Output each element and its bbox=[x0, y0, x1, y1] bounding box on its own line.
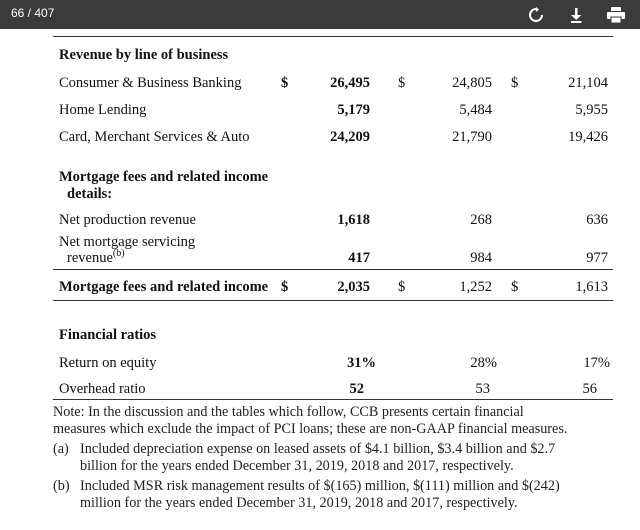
row-label-card-merchant-auto: Card, Merchant Services & Auto bbox=[59, 129, 250, 145]
page-indicator: 66 / 407 bbox=[11, 6, 55, 20]
cell-home-lending-2019: 5,179 bbox=[337, 102, 370, 118]
mortgage-heading-line2: details: bbox=[67, 186, 113, 202]
total-currency-2019: $ bbox=[281, 279, 289, 295]
row-label-net-servicing-line2 bbox=[67, 249, 125, 267]
total-currency-2017: $ bbox=[511, 279, 519, 295]
net-servicing-label-text: revenue bbox=[67, 250, 113, 266]
row-label-net-production: Net production revenue bbox=[59, 212, 196, 228]
print-icon[interactable] bbox=[605, 4, 627, 26]
cell-card-2018: 21,790 bbox=[452, 129, 492, 145]
mortgage-heading-line1: Mortgage fees and related income bbox=[59, 169, 269, 185]
cell-consumer-2019: 26,495 bbox=[330, 75, 370, 91]
row-label-return-on-equity: Return on equity bbox=[59, 355, 157, 371]
currency-2019: $ bbox=[281, 75, 289, 91]
row-label-net-servicing-line1: Net mortgage servicing bbox=[59, 234, 196, 250]
footnote-a-line-2: billion for the years ended December 31, 2019, 2018 and 2017, respectively. bbox=[80, 458, 514, 474]
cell-net-servicing-2018: 984 bbox=[470, 250, 492, 266]
cell-roe-2019: 31% bbox=[347, 355, 376, 371]
footnote-b-marker: (b) bbox=[53, 478, 70, 494]
currency-2017: $ bbox=[511, 75, 519, 91]
ratios-heading: Financial ratios bbox=[59, 327, 157, 343]
total-currency-2018: $ bbox=[398, 279, 406, 295]
note-line-2: measures which exclude the impact of PCI loans; these are non-GAAP financial measures. bbox=[53, 421, 568, 437]
cell-consumer-2017: 21,104 bbox=[568, 75, 608, 91]
footnote-a-line-1: Included depreciation expense on leased assets of $4.1 billion, $3.4 billion and $2.7 bbox=[80, 441, 556, 457]
total-top-rule bbox=[53, 269, 613, 270]
cell-mortgage-total-2018: 1,252 bbox=[459, 279, 492, 295]
cell-card-2019: 24,209 bbox=[330, 129, 370, 145]
footnote-b-line-1: Included MSR risk management results of $(165) million, $(111) million and $(242) bbox=[80, 478, 560, 494]
cell-roe-2018: 28% bbox=[470, 355, 497, 371]
cell-overhead-2019: 52 bbox=[349, 381, 364, 397]
cell-net-servicing-2017: 977 bbox=[586, 250, 608, 266]
footnote-b-line-2: million for the years ended December 31, 2019, 2018 and 2017, respectively. bbox=[80, 495, 518, 511]
cell-net-production-2018: 268 bbox=[470, 212, 492, 228]
cell-mortgage-total-2017: 1,613 bbox=[575, 279, 608, 295]
cell-overhead-2017: 56 bbox=[582, 381, 597, 397]
cell-net-production-2017: 636 bbox=[586, 212, 608, 228]
cell-mortgage-total-2019: 2,035 bbox=[337, 279, 370, 295]
cell-consumer-2018: 24,805 bbox=[452, 75, 492, 91]
footnote-a-marker: (a) bbox=[53, 441, 69, 457]
row-label-mortgage-total: Mortgage fees and related income bbox=[59, 279, 269, 295]
cell-net-servicing-2019: 417 bbox=[348, 250, 370, 266]
download-icon[interactable] bbox=[565, 4, 587, 26]
rotate-icon[interactable] bbox=[525, 4, 547, 26]
row-label-overhead-ratio: Overhead ratio bbox=[59, 381, 146, 397]
cell-overhead-2018: 53 bbox=[475, 381, 490, 397]
note-line-1: Note: In the discussion and the tables which follow, CCB presents certain financial bbox=[53, 404, 524, 420]
table-top-rule bbox=[53, 36, 613, 37]
pdf-toolbar bbox=[0, 0, 640, 29]
cell-home-lending-2017: 5,955 bbox=[575, 102, 608, 118]
currency-2018: $ bbox=[398, 75, 406, 91]
cell-net-production-2019: 1,618 bbox=[337, 212, 370, 228]
total-bottom-rule bbox=[53, 300, 613, 301]
row-label-home-lending: Home Lending bbox=[59, 102, 147, 118]
footnote-b-ref: (b) bbox=[112, 248, 125, 260]
cell-home-lending-2018: 5,484 bbox=[459, 102, 492, 118]
revenue-heading: Revenue by line of business bbox=[59, 47, 229, 63]
table-bottom-rule bbox=[53, 399, 613, 400]
cell-roe-2017: 17% bbox=[583, 355, 610, 371]
document-page bbox=[0, 29, 640, 530]
cell-card-2017: 19,426 bbox=[568, 129, 608, 145]
row-label-consumer-banking: Consumer & Business Banking bbox=[59, 75, 242, 91]
